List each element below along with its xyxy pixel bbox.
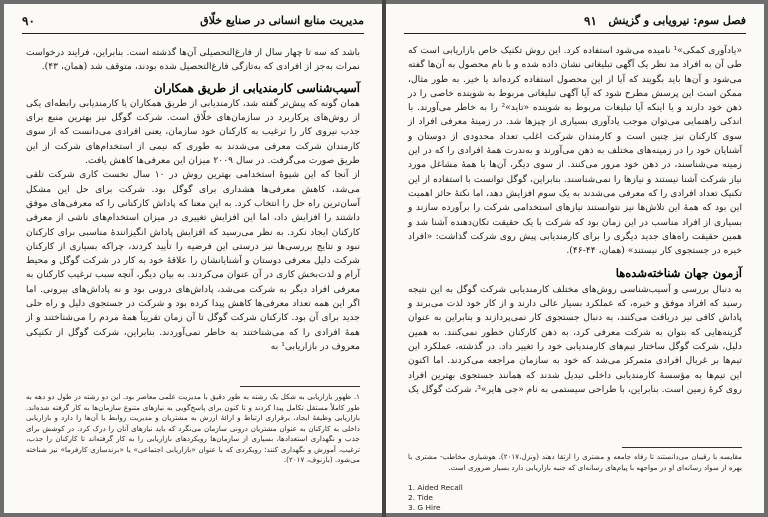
footnote: مقایسه با رقیبان می‌دانستند تا رفاه جامعه و مشتری را ارتقا دهند (ونزل،۲۰۱۷). هوشیاری مخاطب- مشتری با بهره از سواد رسانه‌ای او در مواجهه با پیام‌های رسانه‌ای که جنبه بازاریابی دارد بسیار ضروری است. [408, 452, 742, 472]
footnote-english-line: 3. G Hire [408, 503, 441, 512]
paragraph: همان گونه که پیش‌تر گفته شد، کارمندیابی از طریق همکاران یا کارمندیابی رابطه‌ای یکی از روش‌های پرکاربرد در سازمان‌های خلّاق است. شرکت گوگل نیز بهترین منبع برای جذب نیروی کار را ترغیب به کارکنان خود سازمان، یعنی افرادی می‌دانست که از سوی کارمندان شرکت معرفی می‌شدند به طوری که نیمی از استخدام‌های شرکت از این طریق صورت می‌گرفت. در سال ۲۰۰۹ میزان این معرفی‌ها کاهش یافت. [26, 97, 360, 167]
section-heading: آسیب‌شناسی کارمندیابی از طریق همکاران [154, 80, 360, 95]
running-header-title: فصل سوم: نیرویابی و گزینش [608, 14, 746, 27]
footnote-english-line: 1. Aided Recall [408, 483, 463, 492]
footnote: ۱. ظهور بازاریابی به شکل یک رشته به طور دقیق با مدیریت علمی معاصر بود. این دو رشته در طول دو دهه به طور کاملاً مستقل تکامل پیدا کردند و تا کنون برای پاسخ‌گویی به نیازهای متنوع سازمان‌ها به کار گرفته شده‌اند. بازاریابی وظیفهٔ ایجاد، برقراری ارتباط و ارائهٔ ارزش به مشتریان و مدیریت روابط با آن‌ها را دارد و بازاریابی داخلی به کارکنان به عنوان مشتریان درونی سازمان می‌نگرد که باید نیازهای آنان را درک کرد. در کوشش برای جذب و نگهداری استعدادها، بسیاری از سازمان‌ها رویکردهای بازاریابی را به کار گرفته‌اند تا کارکنان را جذب، ترغیب، آموزش و نگهداری کنند؛ رویکردی که با عنوان «بازاریابی اجتماعی» یا «برندسازی کارفرما» نیز شناخته می‌شود. (بارنوف، ۲۰۱۷). [26, 392, 360, 464]
section-heading: آزمون جهان شناخته‌شده‌ها [615, 266, 742, 281]
paragraph: «یادآوری کمکی»¹ نامیده می‌شود استفاده کرد. این روش تکنیک خاص بازاریابی است که طی آن به افراد مد نظر یک آگهی تبلیغاتی نشان داده شده و با نام محصول به آن‌ها گفته می‌شود و آن‌ها باید بگویند که آیا از این محصول استفاده کرده‌اند یا خیر. به طور مثال، ممکن است این پرسش مطرح شود که آیا آگهی تبلیغاتی مربوط به شوینده خاصی را در ذهن خود دارند و یا اینکه آیا تبلیغات مربوط به شوینده «تاید»² را به خاطر می‌آورند. با اندکی راهنمایی می‌توان موجب یادآوری بسیاری از چیزها شد. در زمینهٔ معرفی افراد از سوی کارکنان نیز چنین است و کارمندان شرکت اغلب تعداد محدودی از دوستان و آشنایان خود را در زمینه‌های مختلف به ذهن می‌آورند و به‌ندرت همهٔ افرادی را که در این زمینه می‌شناسند، در ذهن خود مرور می‌کنند. از سوی دیگر، آن‌ها با همهٔ مشاغل مورد نیاز شرکت آشنا نیستند و نیازها را نمی‌شناسند. بنابراین، گوگل توانست با استفاده از این تکنیک تعداد افرادی را که معرفی می‌شدند به یک سوم افزایش دهد، اما نکتهٔ حائز اهمیت این بود که همهٔ این تلاش‌ها نیز نتوانستند نیازهای استخدامی شرکت را برآورده سازند و بسیاری از افراد مناسب در این زمان بود که شرکت با یک حقیقت تکان‌دهنده آشنا شد و همین حقیقت راه‌های جدید دیگری را برای کارمندیابی پیش روی شرکت گذاشت: «افراد خیره در جستجوی کار نیستند» (همان، ۴۴-۴۶). [408, 45, 742, 257]
running-header [404, 14, 746, 32]
header-rule [404, 33, 746, 34]
footnote-rule [622, 447, 742, 448]
paragraph: باشد که سه تا چهار سال از فارغ‌التحصیلی آن‌ها گذشته است. بنابراین، فرایند درخواست نمرات به‌جز از افرادی که به‌تازگی فارغ‌التحصیل شده بودند، متوقف شد (همان، ۴۳). [26, 47, 360, 73]
footnote-english-line: 2. Tide [408, 493, 433, 502]
header-rule [22, 33, 364, 34]
body-text [408, 44, 742, 397]
body-text [26, 46, 360, 354]
running-header [22, 14, 364, 32]
footnote-english [408, 483, 463, 513]
footnote-rule [240, 386, 360, 387]
left-page [4, 4, 382, 513]
running-header-title: مدیریت منابع انسانی در صنایع خلّاق [200, 14, 364, 27]
right-page [386, 4, 764, 513]
paragraph: از آنجا که این شیوهٔ استخدامی بهترین روش در ۱۰ سال نخست کاری شرکت تلقی می‌شد، کاهش معرفی‌ها هشداری برای گوگل بود. شرکت برای حل این مشکل آسان‌ترین راه حل را انتخاب کرد. به این معنا که پاداش کارکنانی را که معرفی‌های موفق داشتند را افزایش داد، اما این افزایش تغییری در میزان استخدام‌های ناشی از معرفی کارکنان ایجاد نکرد. به نظر می‌رسید که افزایش پاداش انگیزانندهٔ مناسبی برای کارکنان نبود و نتایج بررسی‌ها نیز درستی این فرضیه را تأیید کردند، چراکه بسیاری از کارکنان شرکت دلیل معرفی دوستان و آشنایانشان را علاقهٔ خود به کار در شرکت گوگل و محیط آرام و لذت‌بخش کاری در آن عنوان می‌کردند. به بیان دیگر، آنچه سبب ترغیب کارکنان به معرفی افراد دیگر به شرکت می‌شد، پاداش‌های درونی بود و نه پاداش‌های بیرونی. اما اگر این همه تعداد معرفی‌ها کاهش پیدا کرده بود و شرکت در جستجوی دلیل و راه حلی جدید برای آن بود. کارکنان شرکت گوگل تا آن زمان تقریباً همهٔ مردم را می‌شناختند و از همهٔ افرادی را که می‌شناختند به خاطر نمی‌آوردند. بنابراین، شرکت گوگل از تکنیکی معروف در بازاریابی¹ به [26, 169, 360, 352]
page-number: ۹۰ [22, 14, 35, 28]
paragraph: به دنبال بررسی و آسیب‌شناسی روش‌های مختلف کارمندیابی شرکت گوگل به این نتیجه رسید که افراد موفق و خبره، که عملکرد بسیار عالی دارند و از کار خود لذت می‌برند و پاداش کافی نیز دریافت می‌کنند، به دنبال جستجوی کار نمی‌پردازند و بنابراین به عنوان گزینه‌هایی که بتوان به شرکت معرفی کرد، به ذهن کارکنان خطور نمی‌کنند. به همین دلیل، شرکت گوگل ساختار تیم‌های کارمندیابی خود را تغییر داد. در گذشته، عملکرد این تیم‌ها بر غربال افرادی متمرکز می‌شد که خود به سازمان مراجعه می‌کردند. اما اکنون این تیم‌ها به مؤسسهٔ کارمندیابی داخلی تبدیل شدند که همانند جستجوی بهترین افراد روی کرهٔ زمین است. بنابراین، با طراحی سیستمی به نام «جی هایر»³، شرکت گوگل یک [408, 283, 742, 395]
page-number: ۹۱ [584, 14, 597, 28]
